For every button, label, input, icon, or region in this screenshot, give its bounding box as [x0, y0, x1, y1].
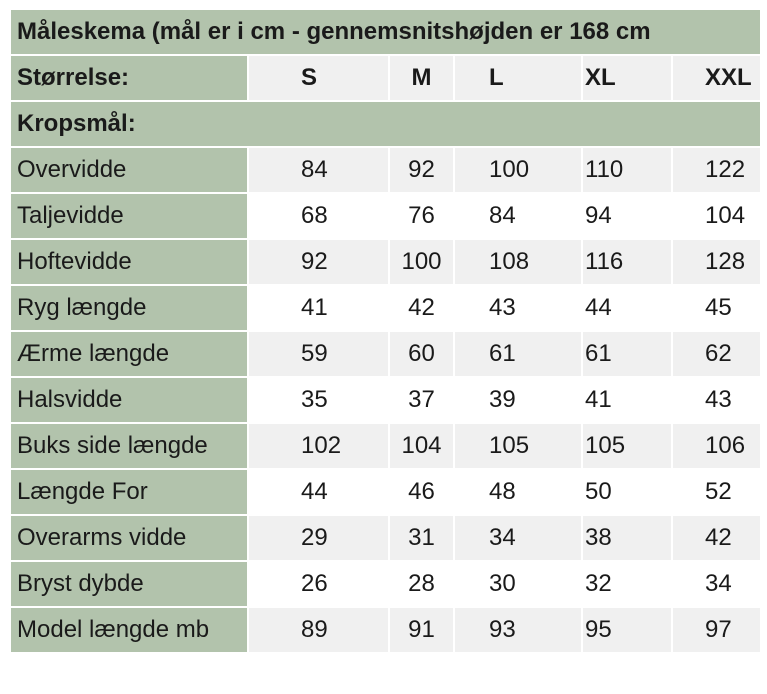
- row-value-xl: 61: [582, 331, 672, 377]
- row-value-l: 48: [454, 469, 582, 515]
- table-title: Måleskema (mål er i cm - gennemsnitshøjden er 168 cm: [10, 9, 761, 55]
- size-m: M: [389, 55, 454, 101]
- row-value-s: 84: [248, 147, 389, 193]
- row-value-xxl: 62: [672, 331, 761, 377]
- row-value-m: 92: [389, 147, 454, 193]
- row-value-xl: 41: [582, 377, 672, 423]
- row-value-m: 46: [389, 469, 454, 515]
- table-row: [10, 331, 761, 377]
- row-value-m: 76: [389, 193, 454, 239]
- row-value-s: 29: [248, 515, 389, 561]
- row-value-xxl: 52: [672, 469, 761, 515]
- row-value-xxl: 42: [672, 515, 761, 561]
- row-label: Taljevidde: [10, 193, 248, 239]
- row-value-m: 60: [389, 331, 454, 377]
- row-value-m: 28: [389, 561, 454, 607]
- row-value-xl: 105: [582, 423, 672, 469]
- row-value-xxl: 43: [672, 377, 761, 423]
- row-value-m: 100: [389, 239, 454, 285]
- row-value-l: 43: [454, 285, 582, 331]
- row-value-xl: 44: [582, 285, 672, 331]
- row-label: Overarms vidde: [10, 515, 248, 561]
- row-value-s: 89: [248, 607, 389, 653]
- size-xxl: XXL: [672, 55, 761, 101]
- row-value-s: 92: [248, 239, 389, 285]
- size-header-label: Størrelse:: [10, 55, 248, 101]
- row-value-xxl: 104: [672, 193, 761, 239]
- row-label: Overvidde: [10, 147, 248, 193]
- row-value-l: 108: [454, 239, 582, 285]
- row-value-xxl: 122: [672, 147, 761, 193]
- table-row: [10, 607, 761, 653]
- row-value-xl: 38: [582, 515, 672, 561]
- row-value-xl: 94: [582, 193, 672, 239]
- row-value-l: 34: [454, 515, 582, 561]
- row-value-l: 39: [454, 377, 582, 423]
- row-value-s: 44: [248, 469, 389, 515]
- row-label: Ærme længde: [10, 331, 248, 377]
- size-header-row: [10, 55, 761, 101]
- table-row: [10, 561, 761, 607]
- row-value-xxl: 97: [672, 607, 761, 653]
- row-value-xxl: 34: [672, 561, 761, 607]
- row-value-s: 59: [248, 331, 389, 377]
- row-value-l: 93: [454, 607, 582, 653]
- row-value-l: 105: [454, 423, 582, 469]
- row-value-m: 42: [389, 285, 454, 331]
- row-value-s: 68: [248, 193, 389, 239]
- row-label: Model længde mb: [10, 607, 248, 653]
- row-label: Ryg længde: [10, 285, 248, 331]
- row-label: Længde For: [10, 469, 248, 515]
- row-label: Buks side længde: [10, 423, 248, 469]
- table-row: [10, 239, 761, 285]
- row-value-xxl: 128: [672, 239, 761, 285]
- table-row: [10, 147, 761, 193]
- section-row: [10, 101, 761, 147]
- row-value-xl: 32: [582, 561, 672, 607]
- row-value-s: 26: [248, 561, 389, 607]
- table-row: [10, 193, 761, 239]
- table-row: [10, 469, 761, 515]
- row-value-m: 31: [389, 515, 454, 561]
- row-label: Halsvidde: [10, 377, 248, 423]
- size-l: L: [454, 55, 582, 101]
- size-table: [9, 8, 762, 654]
- row-value-xl: 50: [582, 469, 672, 515]
- row-value-l: 30: [454, 561, 582, 607]
- row-value-xl: 110: [582, 147, 672, 193]
- row-value-l: 100: [454, 147, 582, 193]
- title-row: [10, 9, 761, 55]
- section-label: Kropsmål:: [10, 101, 761, 147]
- row-value-xl: 95: [582, 607, 672, 653]
- table-row: [10, 285, 761, 331]
- table-row: [10, 377, 761, 423]
- row-label: Bryst dybde: [10, 561, 248, 607]
- row-value-m: 37: [389, 377, 454, 423]
- row-value-xxl: 106: [672, 423, 761, 469]
- size-s: S: [248, 55, 389, 101]
- row-value-s: 102: [248, 423, 389, 469]
- row-value-l: 61: [454, 331, 582, 377]
- row-value-l: 84: [454, 193, 582, 239]
- row-value-s: 41: [248, 285, 389, 331]
- table-row: [10, 515, 761, 561]
- row-value-m: 104: [389, 423, 454, 469]
- row-value-s: 35: [248, 377, 389, 423]
- row-value-xl: 116: [582, 239, 672, 285]
- row-value-xxl: 45: [672, 285, 761, 331]
- size-xl: XL: [582, 55, 672, 101]
- row-value-m: 91: [389, 607, 454, 653]
- size-chart: [9, 8, 760, 688]
- row-label: Hoftevidde: [10, 239, 248, 285]
- table-row: [10, 423, 761, 469]
